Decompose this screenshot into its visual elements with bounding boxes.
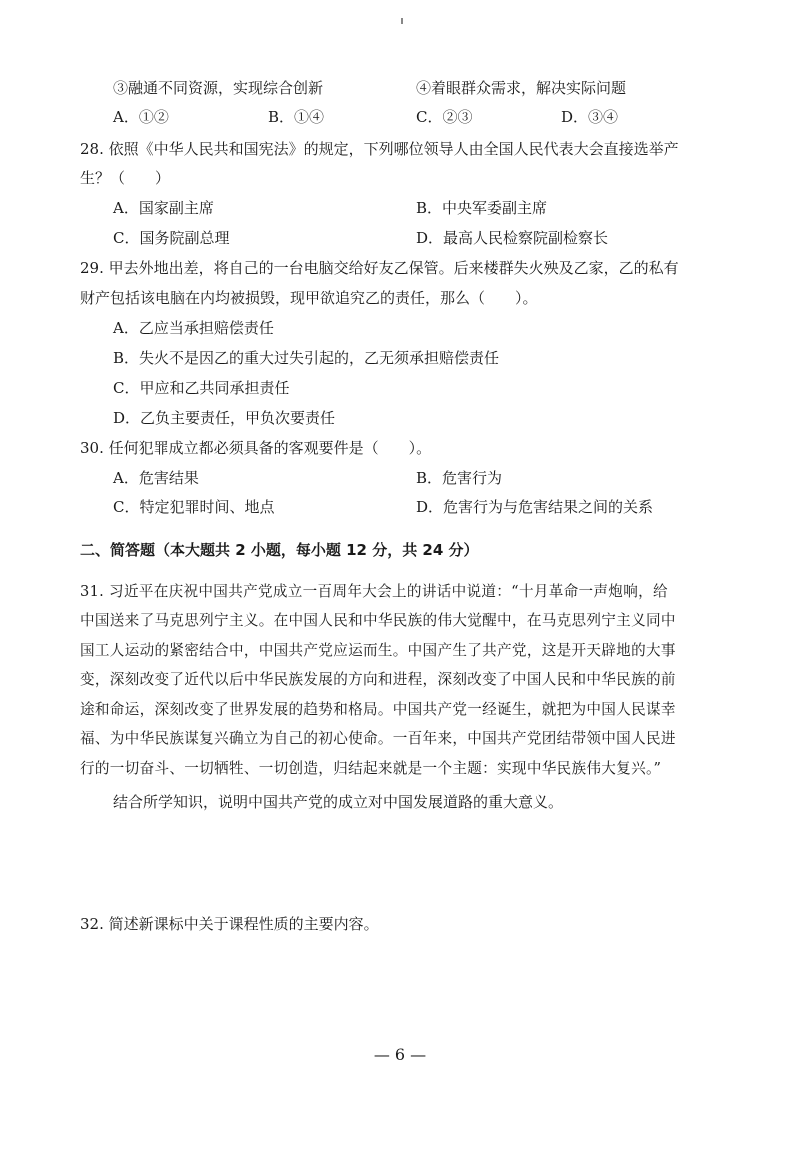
q28-option-b: B．中央军委副主席 xyxy=(416,199,548,217)
q27-option-a: A．①② xyxy=(113,108,169,126)
q31-line-2: 中国送来了马克思列宁主义。在中国人民和中华民族的伟大觉醒中，在马克思列宁主义同中 xyxy=(80,612,676,629)
q29-option-c: C．甲应和乙共同承担责任 xyxy=(113,379,290,397)
q27-item-4: ④着眼群众需求，解决实际问题 xyxy=(416,79,627,97)
q27-option-c: C．②③ xyxy=(416,108,473,126)
q29-stem-line2: 财产包括该电脑在内均被损毁，现甲欲追究乙的责任，那么（ ）。 xyxy=(80,289,538,307)
q28-stem-line2: 生？（ ） xyxy=(80,169,171,187)
q32-stem: 32. 简述新课标中关于课程性质的主要内容。 xyxy=(80,915,379,933)
q31-question: 结合所学知识，说明中国共产党的成立对中国发展道路的重大意义。 xyxy=(113,793,564,811)
q30-option-a: A．危害结果 xyxy=(113,469,199,487)
q29-option-a: A．乙应当承担赔偿责任 xyxy=(113,319,274,337)
q31-line-5: 途和命运，深刻改变了世界发展的趋势和格局。中国共产党一经诞生，就把为中国人民谋幸 xyxy=(80,701,676,718)
q27-option-b: B．①④ xyxy=(268,108,325,126)
q31-line-1: 31. 习近平在庆祝中国共产党成立一百周年大会上的讲话中说道：“十月革命一声炮响，给 xyxy=(80,583,668,600)
section-title: 二、简答题（本大题共 2 小题，每小题 12 分，共 24 分） xyxy=(80,541,479,559)
q30-option-b: B．危害行为 xyxy=(416,469,503,487)
q31-line-3: 国工人运动的紧密结合中，中国共产党应运而生。中国产生了共产党，这是开天辟地的大事 xyxy=(80,642,676,659)
q28-option-d: D．最高人民检察院副检察长 xyxy=(416,229,609,247)
q31-line-6: 福、为中华民族谋复兴确立为自己的初心使命。一百年来，中国共产党团结带领中国人民进 xyxy=(80,730,676,747)
q28-option-c: C．国务院副总理 xyxy=(113,229,230,247)
page-number: — 6 — xyxy=(373,1045,427,1064)
q27-option-d: D．③④ xyxy=(561,108,619,126)
q30-stem: 30. 任何犯罪成立都必须具备的客观要件是（ ）。 xyxy=(80,439,432,457)
q30-option-d: D．危害行为与危害结果之间的关系 xyxy=(416,498,654,516)
q29-stem-line1: 29. 甲去外地出差，将自己的一台电脑交给好友乙保管。后来楼群失火殃及乙家，乙的私有 xyxy=(80,259,679,277)
scan-mark xyxy=(401,18,403,24)
q29-option-d: D．乙负主要责任，甲负次要责任 xyxy=(113,409,336,427)
q30-option-c: C．特定犯罪时间、地点 xyxy=(113,498,275,516)
q27-item-3: ③融通不同资源，实现综合创新 xyxy=(113,79,324,97)
q29-option-b: B．失火不是因乙的重大过失引起的，乙无须承担赔偿责任 xyxy=(113,349,500,367)
q28-option-a: A．国家副主席 xyxy=(113,199,214,217)
q31-line-7: 行的一切奋斗、一切牺牲、一切创造，归结起来就是一个主题：实现中华民族伟大复兴。” xyxy=(80,760,662,777)
q28-stem-line1: 28. 依照《中华人民共和国宪法》的规定，下列哪位领导人由全国人民代表大会直接选举产 xyxy=(80,140,679,158)
q31-line-4: 变，深刻改变了近代以后中华民族发展的方向和进程，深刻改变了中国人民和中华民族的前 xyxy=(80,671,676,688)
